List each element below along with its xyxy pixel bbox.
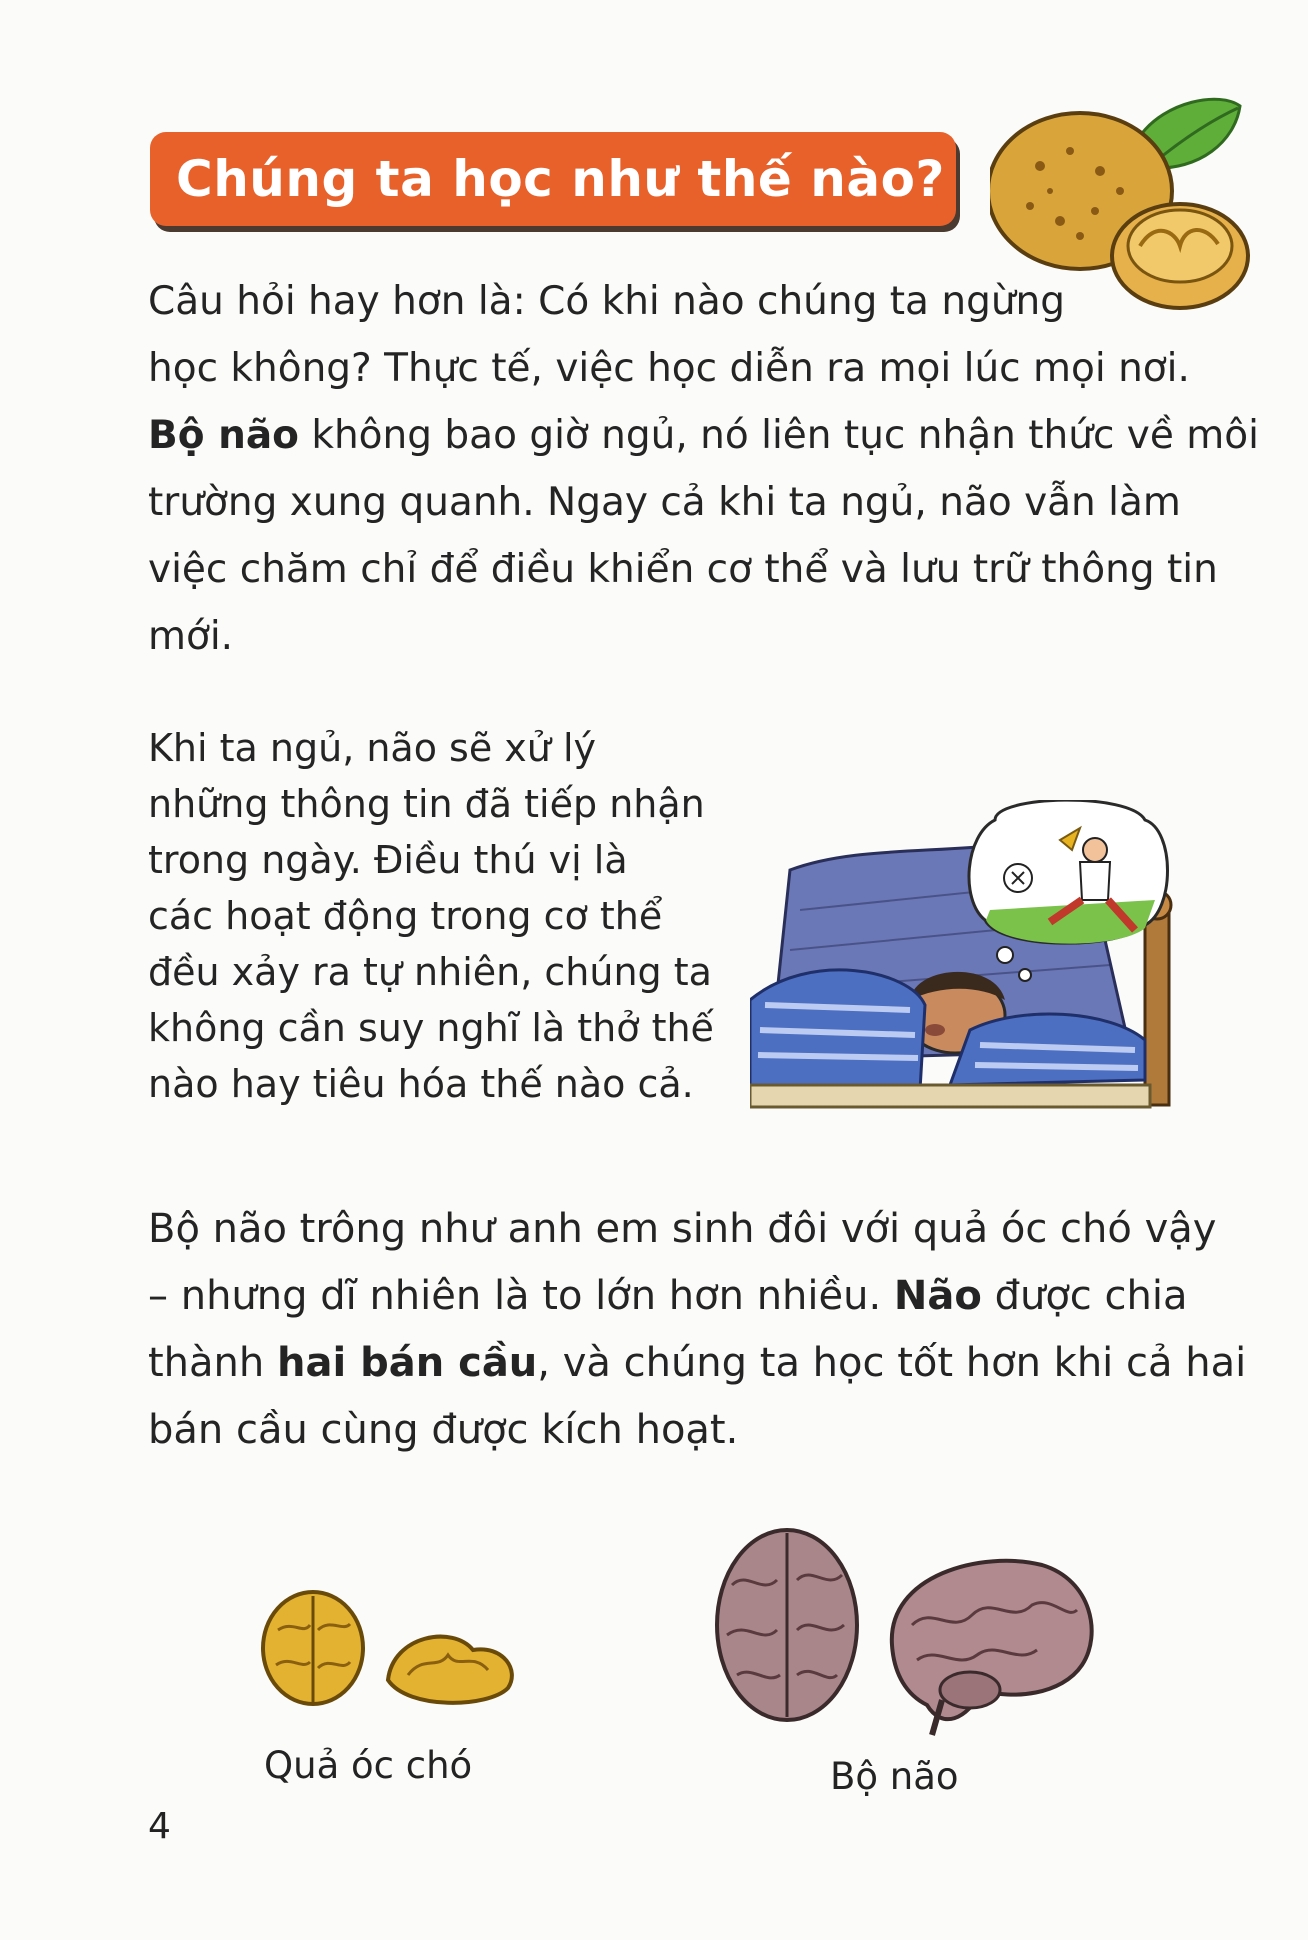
title-banner [150, 132, 956, 226]
text-line [148, 1263, 1228, 1330]
text-line: những thông tin đã tiếp nhận [148, 782, 705, 826]
text-run: – nhưng dĩ nhiên là to lớn hơn nhiều. [148, 1273, 894, 1319]
text-line: trường xung quanh. Ngay cả khi ta ngủ, não vẫn làm [148, 480, 1181, 525]
text-line: Bộ não trông như anh em sinh đôi với quả óc chó vậy [148, 1206, 1217, 1252]
bold-term: Não [893, 1273, 982, 1319]
walnut-caption: Quả óc chó [264, 1744, 473, 1787]
text-line: đều xảy ra tự nhiên, chúng ta [148, 950, 712, 994]
brain-caption: Bộ não [830, 1755, 959, 1798]
text-line: trong ngày. Điều thú vị là [148, 838, 628, 882]
text-line: bán cầu cùng được kích hoạt. [148, 1407, 739, 1453]
walnut-kernels-illustration [258, 1590, 528, 1720]
bold-term: Bộ não [148, 413, 299, 458]
text-run: không bao giờ ngủ, nó liên tục nhận thức về môi [298, 413, 1259, 458]
text-line: các hoạt động trong cơ thể [148, 894, 663, 938]
text-line: việc chăm chỉ để điều khiển cơ thể và lưu trữ thông tin [148, 547, 1218, 592]
text-line: Khi ta ngủ, não sẽ xử lý [148, 726, 597, 770]
bold-term: hai bán cầu [276, 1340, 538, 1386]
text-line: học không? Thực tế, việc học diễn ra mọi lúc mọi nơi. [148, 346, 1190, 391]
text-run: , và chúng ta học tốt hơn khi cả hai [537, 1340, 1247, 1386]
text-run: được chia [981, 1273, 1188, 1319]
page-number: 4 [148, 1806, 171, 1847]
text-line: mới. [148, 614, 234, 659]
sleeping-boy-dream-illustration [750, 800, 1215, 1110]
sleep-paragraph [148, 720, 714, 1112]
text-line [148, 1330, 1247, 1397]
intro-paragraph [148, 268, 1259, 670]
brain-paragraph [148, 1196, 1247, 1464]
brain-illustration [712, 1525, 1102, 1745]
text-line: Câu hỏi hay hơn là: Có khi nào chúng ta ngừng [148, 279, 1066, 324]
text-line [148, 402, 1259, 469]
text-line: không cần suy nghĩ là thở thế [148, 1006, 714, 1050]
page-title: Chúng ta học như thế nào? [176, 150, 945, 208]
text-run: thành [148, 1340, 277, 1386]
text-line: nào hay tiêu hóa thế nào cả. [148, 1062, 694, 1106]
